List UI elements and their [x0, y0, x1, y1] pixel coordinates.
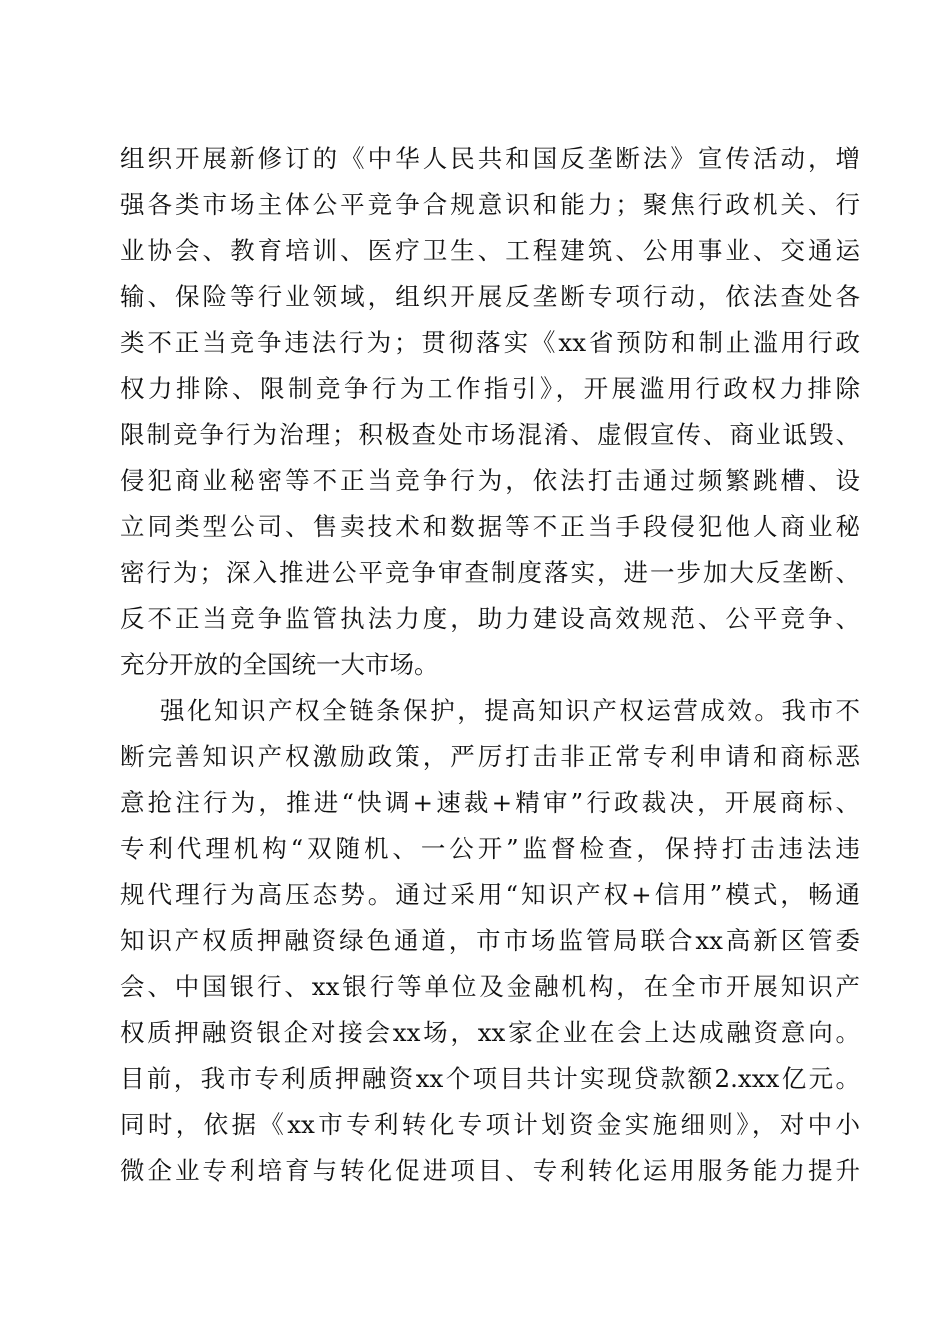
paragraph-1-line-11: 反不正当竞争监管执法力度，助力建设高效规范、公平竞争、	[120, 604, 860, 633]
paragraph-2-line-1: 强化知识产权全链条保护，提高知识产权运营成效。我市不	[160, 696, 860, 725]
paragraph-2-line-8: 权质押融资银企对接会xx场，xx家企业在会上达成融资意向。	[120, 1018, 860, 1047]
paragraph-1-line-12: 充分开放的全国统一大市场。	[120, 650, 439, 679]
paragraph-2-line-4: 专利代理机构“双随机、一公开”监督检查，保持打击违法违	[120, 834, 860, 863]
paragraph-2-line-2: 断完善知识产权激励政策，严厉打击非正常专利申请和商标恶	[120, 742, 860, 771]
paragraph-1-line-3: 业协会、教育培训、医疗卫生、工程建筑、公用事业、交通运	[120, 236, 860, 265]
paragraph-2-line-5: 规代理行为高压态势。通过采用“知识产权+信用”模式，畅通	[120, 880, 860, 909]
paragraph-2-line-11: 微企业专利培育与转化促进项目、专利转化运用服务能力提升	[120, 1156, 860, 1185]
paragraph-1-line-6: 权力排除、限制竞争行为工作指引》，开展滥用行政权力排除	[120, 374, 860, 403]
document-body	[120, 136, 860, 1194]
paragraph-2-line-9: 目前，我市专利质押融资xx个项目共计实现贷款额2.xxx亿元。	[120, 1064, 860, 1093]
paragraph-1-line-9: 立同类型公司、售卖技术和数据等不正当手段侵犯他人商业秘	[120, 512, 860, 541]
paragraph-1-line-5: 类不正当竞争违法行为；贯彻落实《xx省预防和制止滥用行政	[120, 328, 860, 357]
paragraph-1-line-8: 侵犯商业秘密等不正当竞争行为，依法打击通过频繁跳槽、设	[120, 466, 860, 495]
paragraph-1-line-2: 强各类市场主体公平竞争合规意识和能力；聚焦行政机关、行	[120, 190, 860, 219]
paragraph-2-line-3: 意抢注行为，推进“快调+速裁+精审”行政裁决，开展商标、	[120, 788, 860, 817]
paragraph-1-line-1: 组织开展新修订的《中华人民共和国反垄断法》宣传活动，增	[120, 144, 860, 173]
paragraph-2-line-6: 知识产权质押融资绿色通道，市市场监管局联合xx高新区管委	[120, 926, 860, 955]
paragraph-2-line-10: 同时，依据《xx市专利转化专项计划资金实施细则》，对中小	[120, 1110, 860, 1139]
paragraph-2-line-7: 会、中国银行、xx银行等单位及金融机构，在全市开展知识产	[120, 972, 860, 1001]
paragraph-1-line-10: 密行为；深入推进公平竞争审查制度落实，进一步加大反垄断、	[120, 558, 860, 587]
paragraph-1-line-4: 输、保险等行业领域，组织开展反垄断专项行动，依法查处各	[120, 282, 860, 311]
paragraph-1-line-7: 限制竞争行为治理；积极查处市场混淆、虚假宣传、商业诋毁、	[120, 420, 860, 449]
